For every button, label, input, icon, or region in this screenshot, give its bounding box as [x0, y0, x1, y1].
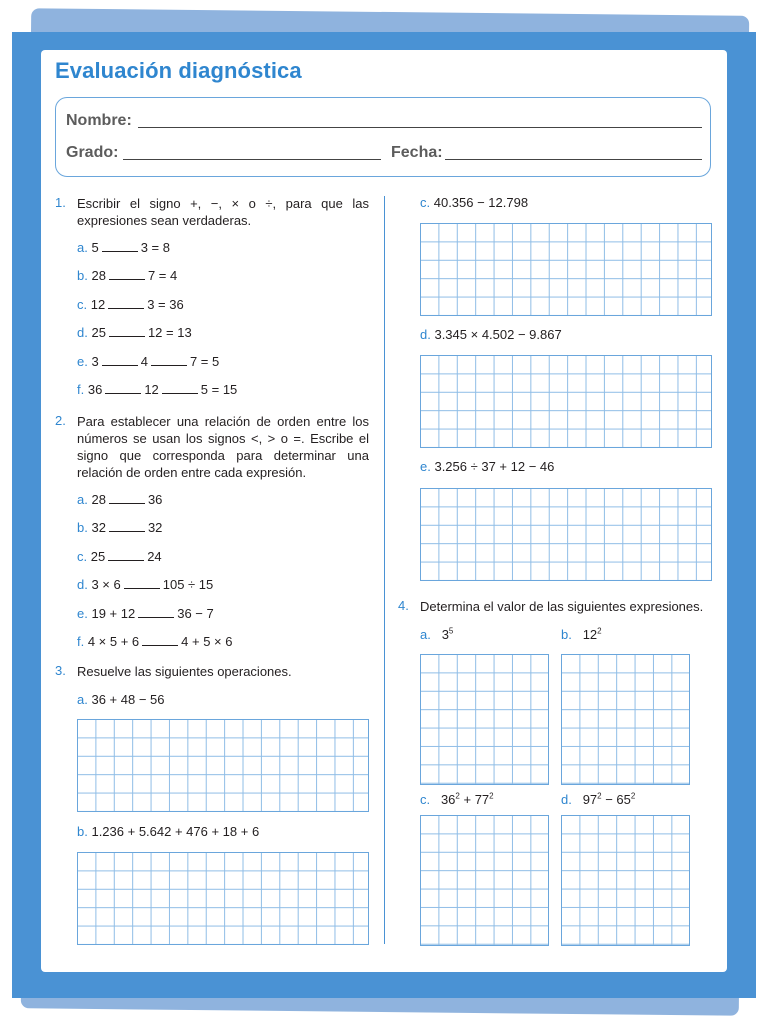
item-letter: e. — [420, 459, 435, 474]
item-term: 7 = 5 — [189, 353, 220, 369]
item-letter: c. — [77, 548, 91, 564]
work-grid[interactable] — [420, 488, 712, 581]
item-letter: d. — [561, 792, 583, 807]
q2-item — [77, 549, 162, 564]
answer-blank[interactable] — [162, 383, 198, 394]
item-term: 32 — [147, 520, 163, 536]
item-letter: b. — [561, 627, 583, 642]
item-letter: d. — [77, 577, 92, 593]
work-grid[interactable] — [420, 355, 712, 448]
answer-blank[interactable] — [109, 326, 145, 337]
item-term: 3 = 36 — [147, 296, 184, 312]
q3-text: Resuelve las siguientes operaciones. — [77, 664, 292, 679]
q1-number: 1. — [55, 195, 66, 210]
work-grid[interactable] — [561, 815, 690, 946]
item-term: 4 — [140, 353, 148, 369]
item-letter: e. — [77, 605, 92, 621]
work-grid[interactable] — [77, 852, 369, 945]
q3-item — [77, 824, 259, 839]
item-term: 3 × 6 — [91, 577, 121, 593]
q1-item — [77, 382, 237, 397]
item-term: 25 — [91, 325, 106, 341]
answer-blank[interactable] — [124, 578, 160, 589]
item-term: 28 — [91, 492, 106, 507]
item-term: 28 — [91, 268, 106, 284]
item-expression: 36 + 48 − 56 — [91, 692, 165, 707]
answer-blank[interactable] — [142, 635, 178, 646]
grado-label: Grado: — [66, 144, 119, 161]
fecha-field[interactable] — [445, 159, 702, 160]
item-term: 5 — [91, 240, 99, 255]
item-letter: c. — [77, 296, 91, 312]
item-letter: d. — [420, 327, 435, 342]
column-divider — [384, 196, 385, 944]
q4-text: Determina el valor de las siguientes expresiones. — [420, 599, 704, 614]
q4-item — [561, 792, 635, 807]
q1-item — [77, 325, 192, 340]
answer-blank[interactable] — [151, 355, 187, 366]
nombre-label: Nombre: — [66, 112, 132, 129]
item-letter: d. — [77, 325, 92, 341]
item-letter: a. — [420, 627, 442, 642]
item-term: 3 — [91, 353, 99, 369]
answer-blank[interactable] — [138, 607, 174, 618]
q3-item — [420, 327, 562, 342]
q3-item — [77, 692, 164, 707]
q3-item — [420, 459, 554, 474]
q2-text: Para establecer una relación de orden entre los números se usan los signos <, > o =. Escribe el signo que corresponda para determinar una relación de orden entre cada expresión. — [77, 414, 369, 480]
item-letter: f. — [77, 382, 88, 397]
q1-text: Escribir el signo +, −, × o ÷, para que las expresiones sean verdaderas. — [77, 196, 369, 228]
work-grid[interactable] — [561, 654, 690, 785]
work-grid[interactable] — [420, 654, 549, 785]
item-term: 32 — [91, 520, 106, 536]
q2-number: 2. — [55, 413, 66, 428]
item-term: 12 — [90, 296, 106, 312]
item-term: 12 = 13 — [147, 325, 192, 341]
q3-number: 3. — [55, 663, 66, 678]
item-letter: c. — [420, 195, 434, 210]
item-term: 19 + 12 — [91, 605, 136, 621]
q2-item — [77, 520, 162, 535]
item-expression: 3.256 ÷ 37 + 12 − 46 — [434, 459, 555, 474]
q1-item — [77, 297, 184, 312]
q2-item — [77, 634, 233, 649]
answer-blank[interactable] — [102, 355, 138, 366]
item-term: 4 + 5 × 6 — [181, 634, 233, 649]
item-letter: a. — [77, 240, 92, 255]
item-expression: 40.356 − 12.798 — [433, 195, 529, 210]
item-term: 7 = 4 — [147, 268, 178, 284]
item-expression: $97^2 - 65^2$ — [582, 791, 636, 807]
item-letter: b. — [77, 520, 92, 536]
item-expression: $3^5$ — [441, 626, 454, 642]
q1-item — [77, 268, 177, 283]
answer-blank[interactable] — [109, 493, 145, 504]
student-info-box — [55, 97, 711, 177]
q2-item — [77, 492, 162, 507]
answer-blank[interactable] — [109, 269, 145, 280]
item-term: 4 × 5 + 6 — [87, 634, 140, 649]
answer-blank[interactable] — [105, 383, 141, 394]
item-letter: e. — [77, 353, 92, 369]
q2-item — [77, 606, 214, 621]
nombre-field[interactable] — [138, 127, 702, 128]
item-letter: a. — [77, 492, 92, 507]
fecha-label: Fecha: — [391, 144, 443, 161]
item-letter: c. — [420, 792, 441, 807]
item-term: 12 — [144, 382, 159, 397]
item-letter: b. — [77, 824, 92, 839]
item-expression: $36^2 + 77^2$ — [440, 791, 494, 807]
item-letter: a. — [77, 692, 92, 707]
item-expression: $12^2$ — [582, 626, 602, 642]
work-grid[interactable] — [77, 719, 369, 812]
item-expression: 1.236 + 5.642 + 476 + 18 + 6 — [91, 824, 260, 839]
page-title: Evaluación diagnóstica — [55, 58, 302, 83]
item-expression: 3.345 × 4.502 − 9.867 — [434, 327, 562, 342]
item-term: 24 — [147, 548, 162, 564]
q1-item — [77, 240, 170, 255]
work-grid[interactable] — [420, 223, 712, 316]
q4-item — [420, 627, 453, 642]
q1-item — [77, 354, 219, 369]
work-grid[interactable] — [420, 815, 549, 946]
answer-blank[interactable] — [102, 241, 138, 252]
item-term: 36 — [87, 382, 103, 397]
item-letter: b. — [77, 268, 92, 284]
item-letter: f. — [77, 634, 88, 649]
q4-number: 4. — [398, 598, 409, 613]
answer-blank[interactable] — [108, 298, 144, 309]
item-term: 105 ÷ 15 — [162, 577, 214, 593]
q4-item — [420, 792, 494, 807]
q2-item — [77, 577, 213, 592]
item-term: 36 − 7 — [177, 605, 214, 621]
q4-item — [561, 627, 602, 642]
grado-field[interactable] — [123, 159, 381, 160]
item-term: 36 — [147, 492, 163, 507]
q3-item — [420, 195, 528, 210]
item-term: 5 = 15 — [200, 382, 238, 397]
answer-blank[interactable] — [109, 521, 145, 532]
item-term: 3 = 8 — [140, 240, 170, 255]
answer-blank[interactable] — [108, 550, 144, 561]
item-term: 25 — [90, 548, 106, 564]
